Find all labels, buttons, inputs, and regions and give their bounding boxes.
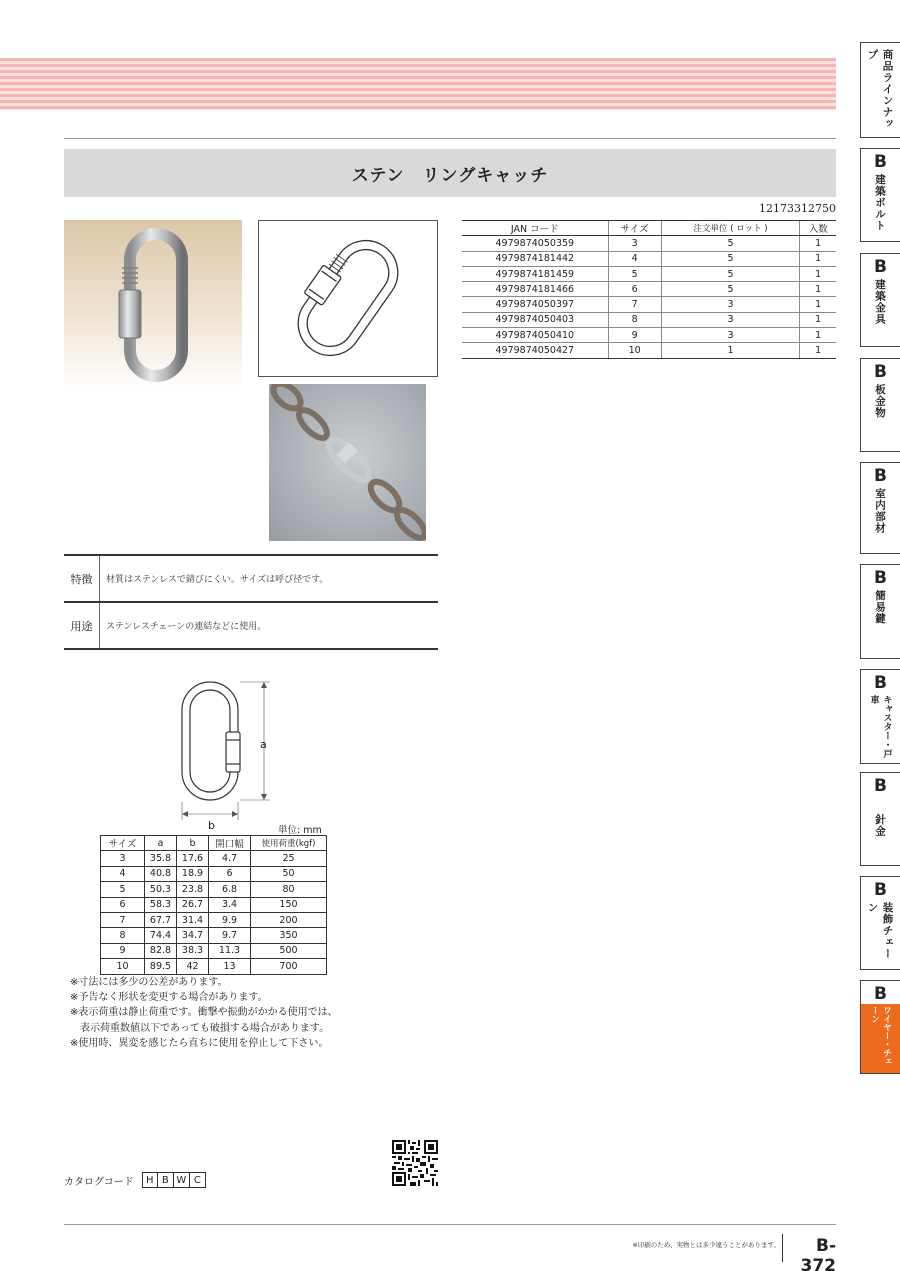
note-line: ※表示荷重は静止荷重です。衝撃や振動がかかる使用では、 [70,1007,338,1019]
dim-cell: 50.3 [145,882,177,897]
dim-cell: 500 [251,943,327,958]
side-tab-label: 針金 [874,814,886,837]
note-line: ※使用時、異変を感じたら直ちに使用を停止して下さい。 [70,1037,329,1049]
table-row [101,912,327,927]
dimension-table [100,835,327,975]
table-row [101,959,327,974]
jan-table [462,220,836,359]
dim-cell: 67.7 [145,912,177,927]
dim-cell: 25 [251,851,327,866]
jan-cell: 6 [608,282,661,297]
table-row [462,312,836,327]
side-tab-letter: B [874,984,887,1004]
dim-cell: 9.9 [209,912,251,927]
jan-cell: 4 [608,251,661,266]
note-line: 表示荷重数値以下であっても破損する場合があります。 [70,1022,330,1034]
side-tab-wire-chain[interactable] [860,980,900,1074]
dim-cell: 3.4 [209,897,251,912]
jan-cell: 4979874050410 [462,328,608,343]
jan-header-qty: 入数 [800,221,836,236]
dim-cell: 5 [101,882,145,897]
side-tab-letter: B [874,880,887,900]
side-tab-decorative-chain[interactable] [860,876,900,970]
product-photo [64,220,242,392]
jan-cell: 4979874050403 [462,312,608,327]
side-tab-letter: B [874,152,887,172]
footer-note: ※印刷のため、実物とは多少違うことがあります。 [632,1241,780,1249]
jan-cell: 5 [661,236,800,251]
dim-cell: 4 [101,866,145,881]
jan-cell: 4979874181459 [462,266,608,281]
features-text: 材質はステンレスで錆びにくい。サイズは呼び径です。 [106,575,329,585]
catalog-code-letter: H [142,1172,158,1188]
dim-cell: 23.8 [177,882,209,897]
note-line: ※予告なく形状を変更する場合があります。 [70,992,268,1004]
page-title: ステン リングキャッチ [64,149,836,197]
catalog-code-label: カタログコード [64,1176,134,1188]
jan-cell: 4979874050427 [462,343,608,358]
dim-cell: 74.4 [145,928,177,943]
dim-cell: 10 [101,959,145,974]
dim-cell: 38.3 [177,943,209,958]
side-tab-casters[interactable] [860,669,900,764]
jan-cell: 10 [608,343,661,358]
dim-cell: 50 [251,866,327,881]
jan-cell: 1 [800,282,836,297]
product-line-drawing [258,220,438,377]
table-row [101,897,327,912]
dim-cell: 26.7 [177,897,209,912]
catalog-code-letter: B [158,1172,174,1188]
dim-cell: 17.6 [177,851,209,866]
jan-cell: 1 [800,312,836,327]
jan-cell: 5 [661,282,800,297]
jan-cell: 4979874181442 [462,251,608,266]
dim-header-b: b [177,836,209,851]
dim-label-a: a [260,738,267,751]
page-number: B-372 [800,1236,836,1271]
usage-label: 用途 [64,603,100,648]
footer-divider [782,1234,783,1262]
dim-header-opening: 開口幅 [209,836,251,851]
side-tab-label: 建築ボルト [874,174,886,232]
dim-cell: 6.8 [209,882,251,897]
dim-cell: 80 [251,882,327,897]
side-tab-active-band [861,1004,900,1073]
dim-cell: 31.4 [177,912,209,927]
table-row [101,928,327,943]
jan-cell: 5 [661,251,800,266]
side-tab-letter: B [874,673,887,693]
dim-cell: 42 [177,959,209,974]
jan-cell: 9 [608,328,661,343]
jan-cell: 5 [661,266,800,281]
jan-header-lot: 注文単位 ( ロット ) [661,221,800,236]
dim-cell: 8 [101,928,145,943]
jan-cell: 7 [608,297,661,312]
table-row [462,297,836,312]
usage-row [64,603,438,648]
side-tab-label: 商品ラインナップ [866,49,894,130]
unit-label: 単位: mm [278,825,322,836]
jan-cell: 3 [661,297,800,312]
table-row [462,343,836,358]
jan-cell: 4979874050397 [462,297,608,312]
side-tab-letter: B [874,568,887,588]
dim-cell: 6 [209,866,251,881]
dim-cell: 200 [251,912,327,927]
dim-cell: 7 [101,912,145,927]
table-row [462,236,836,251]
features-label: 特徴 [64,556,100,601]
top-rule [64,138,836,139]
side-tab-label: 簡易鍵 [874,590,886,625]
jan-cell: 4979874050359 [462,236,608,251]
catalog-code-letter: W [174,1172,190,1188]
side-tab-interior[interactable] [860,462,900,554]
features-row [64,556,438,601]
dim-cell: 11.3 [209,943,251,958]
jan-header-size: サイズ [608,221,661,236]
dim-cell: 6 [101,897,145,912]
dim-cell: 18.9 [177,866,209,881]
jan-cell: 1 [800,236,836,251]
dim-cell: 350 [251,928,327,943]
jan-cell: 4979874181466 [462,282,608,297]
jan-cell: 1 [800,328,836,343]
dim-cell: 3 [101,851,145,866]
dim-cell: 58.3 [145,897,177,912]
dim-cell: 35.8 [145,851,177,866]
catalog-code [64,1172,206,1188]
dim-cell: 89.5 [145,959,177,974]
table-row [462,328,836,343]
side-tab-bolts[interactable] [860,148,900,242]
table-row [101,866,327,881]
jan-cell: 1 [800,343,836,358]
dim-label-b: b [208,819,215,830]
order-code: 12173312750 [759,202,836,215]
usage-text: ステンレスチェーンの連結などに使用。 [106,622,267,632]
dim-cell: 700 [251,959,327,974]
jan-cell: 1 [800,297,836,312]
jan-cell: 1 [800,266,836,281]
jan-cell: 3 [661,312,800,327]
side-tab-label: ワイヤー・チェーン [869,1006,892,1066]
side-tab-wire[interactable] [860,772,900,866]
jan-header-code: JAN コード [462,221,608,236]
table-row [101,882,327,897]
table-row [462,251,836,266]
jan-cell: 5 [608,266,661,281]
dim-cell: 9 [101,943,145,958]
side-tab-label: 板金物 [874,384,886,419]
qr-code-icon[interactable] [392,1140,438,1186]
side-tab-letter: B [874,776,887,796]
chain-usage-photo [269,384,426,541]
table-row [462,266,836,281]
dim-cell: 150 [251,897,327,912]
side-tab-letter: B [874,466,887,486]
dim-cell: 13 [209,959,251,974]
side-tab-lineup[interactable] [860,42,900,138]
jan-cell: 1 [800,251,836,266]
catalog-code-letter: C [190,1172,206,1188]
table-row [462,282,836,297]
dim-cell: 34.7 [177,928,209,943]
dim-cell: 40.8 [145,866,177,881]
bottom-rule [64,1224,836,1225]
header-stripes [0,58,836,110]
jan-cell: 8 [608,312,661,327]
side-tab-label: 室内部材 [874,488,886,534]
jan-cell: 3 [661,328,800,343]
side-tab-letter: B [874,362,887,382]
dim-header-load: 使用荷重(kgf) [251,836,327,851]
dim-header-a: a [145,836,177,851]
dim-cell: 82.8 [145,943,177,958]
side-tab-hardware[interactable] [860,253,900,347]
table-row [101,851,327,866]
dim-cell: 4.7 [209,851,251,866]
table-row [101,943,327,958]
notes [70,975,470,1051]
dim-header-size: サイズ [101,836,145,851]
side-tab-sheet-metal[interactable] [860,358,900,452]
dim-cell: 9.7 [209,928,251,943]
side-tab-label: 装飾チェーン [866,902,894,960]
jan-cell: 1 [661,343,800,358]
jan-cell: 3 [608,236,661,251]
note-line: ※寸法には多少の公差があります。 [70,977,228,988]
catalog-code-boxes [142,1172,206,1188]
side-tab-locks[interactable] [860,564,900,659]
side-tab-label: キャスター・戸車 [868,695,892,758]
side-tab-label: 建築金具 [874,279,886,325]
dimension-drawing [160,670,300,830]
side-tab-letter: B [874,257,887,277]
section-rule [64,648,438,650]
